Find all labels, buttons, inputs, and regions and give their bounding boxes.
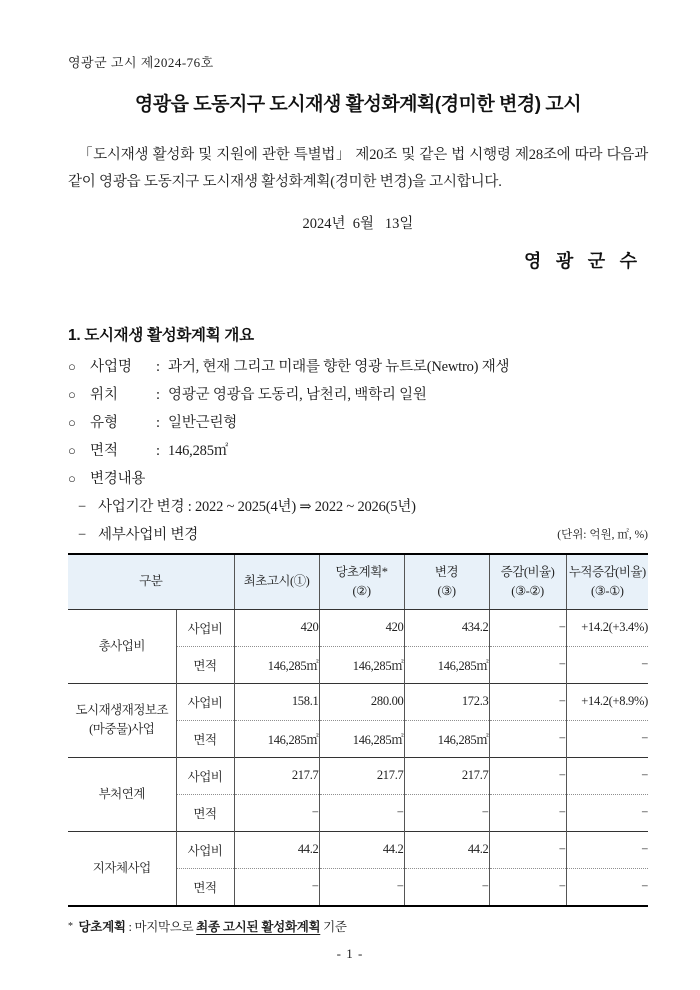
value-cell: − [489, 720, 566, 757]
value-cell: − [566, 646, 648, 683]
value-cell: 280.00 [319, 683, 404, 720]
header-line: 구분 [139, 574, 163, 589]
sub-item-budget-change [68, 521, 648, 549]
item-colon: : [156, 358, 161, 375]
circle-bullet-icon: ○ [68, 358, 76, 374]
header-line: 변경 [434, 564, 459, 579]
table-row [68, 757, 648, 794]
value-cell: − [489, 609, 566, 646]
asterisk-icon: * [68, 920, 73, 932]
value-cell: − [489, 831, 566, 868]
subrow-label-cell: 면적 [176, 720, 234, 757]
dash-bullet-icon: − [78, 498, 87, 515]
list-item-project-name [68, 353, 648, 381]
header-line: (③-①) [591, 583, 624, 598]
list-item-area [68, 437, 648, 465]
circle-bullet-icon: ○ [68, 386, 76, 402]
value-cell: − [566, 794, 648, 831]
table-row [68, 683, 648, 720]
unit-note: (단위: 억원, ㎡, %) [557, 528, 648, 541]
subrow-label-cell: 사업비 [176, 831, 234, 868]
body-paragraph: 「도시재생 활성화 및 지원에 관한 특별법」 제20조 및 같은 법 시행령 제28조에 따라 다음과 같이 영광읍 도동지구 도시재생 활성화계획(경미한 변경)을 고시합니다. [68, 147, 648, 190]
group-name-line: 총사업비 [98, 638, 145, 653]
item-label: 유형 [90, 414, 119, 431]
page-number: - 1 - [336, 946, 364, 961]
item-value: 영광군 영광읍 도동리, 남천리, 백학리 일원 [168, 386, 427, 403]
value-cell: 217.7 [319, 757, 404, 794]
item-label: 사업명 [90, 358, 133, 375]
value-cell: 146,285㎡ [404, 646, 489, 683]
circle-bullet-icon: ○ [68, 414, 76, 430]
header-line: 누적증감(비율) [568, 564, 646, 579]
list-item-changes [68, 465, 648, 493]
value-cell: − [319, 868, 404, 906]
value-cell: − [489, 794, 566, 831]
table-header-row [68, 554, 648, 610]
value-cell: − [404, 868, 489, 906]
value-cell: 172.3 [404, 683, 489, 720]
value-cell: 146,285㎡ [234, 646, 319, 683]
header-line: 당초계획* [335, 564, 388, 579]
header-line: 최초고시(①) [243, 574, 310, 589]
group-name-line: 부처연계 [98, 786, 145, 801]
item-value: 146,285㎡ [168, 442, 229, 459]
value-cell: 217.7 [234, 757, 319, 794]
item-colon: : [156, 414, 161, 431]
notice-number: 영광군 고시 제2024-76호 [68, 55, 214, 70]
value-cell: 217.7 [404, 757, 489, 794]
item-value: 일반근린형 [168, 414, 238, 431]
overview-list [68, 353, 648, 549]
value-cell: 146,285㎡ [319, 646, 404, 683]
value-cell: 44.2 [404, 831, 489, 868]
value-cell: +14.2(+3.4%) [566, 609, 648, 646]
sub-item-text: 세부사업비 변경 [98, 526, 199, 543]
group-name-cell [68, 757, 176, 831]
footnote-emphasis: 최종 고시된 활성화계획 [196, 919, 321, 934]
subrow-label-cell: 사업비 [176, 609, 234, 646]
value-cell: − [319, 794, 404, 831]
group-name-cell [68, 683, 176, 757]
header-line: (③-②) [511, 583, 544, 598]
value-cell: − [234, 794, 319, 831]
list-item-location [68, 381, 648, 409]
group-name-cell [68, 831, 176, 906]
sub-item-text: 사업기간 변경 : 2022 ~ 2025(4년) ⇒ 2022 ~ 2026(5년) [98, 498, 416, 515]
item-label: 면적 [90, 442, 119, 459]
value-cell: 146,285㎡ [404, 720, 489, 757]
value-cell: − [404, 794, 489, 831]
header-line: (②) [352, 583, 371, 598]
value-cell: − [234, 868, 319, 906]
value-cell: − [566, 720, 648, 757]
group-name-line: 지자체사업 [92, 860, 151, 875]
list-item-type [68, 409, 648, 437]
value-cell: 146,285㎡ [319, 720, 404, 757]
budget-table [68, 553, 648, 907]
header-cumulative-delta [566, 554, 648, 610]
header-changed [404, 554, 489, 610]
value-cell: +14.2(+8.9%) [566, 683, 648, 720]
item-colon: : [156, 386, 161, 403]
group-name-cell [68, 609, 176, 683]
footnote-text: 기준 [323, 919, 347, 934]
value-cell: − [489, 757, 566, 794]
value-cell: 158.1 [234, 683, 319, 720]
value-cell: − [489, 868, 566, 906]
header-line: 증감(비율) [500, 564, 555, 579]
table-row [68, 609, 648, 646]
value-cell: 434.2 [404, 609, 489, 646]
subrow-label-cell: 면적 [176, 646, 234, 683]
subrow-label-cell: 사업비 [176, 683, 234, 720]
subrow-label-cell: 사업비 [176, 757, 234, 794]
signature-county-governor: 영 광 군 수 [523, 250, 642, 271]
value-cell: − [489, 646, 566, 683]
footnote-label: 당초계획 [78, 919, 126, 934]
value-cell: − [566, 831, 648, 868]
footnote-text: : 마지막으로 [128, 919, 197, 934]
document-title: 영광읍 도동지구 도시재생 활성화계획(경미한 변경) 고시 [134, 94, 582, 115]
table-footnote [68, 917, 648, 935]
item-value: 과거, 현재 그리고 미래를 향한 영광 뉴트로(Newtro) 재생 [168, 358, 510, 375]
dash-bullet-icon: − [78, 526, 87, 543]
value-cell: − [489, 683, 566, 720]
value-cell: 44.2 [234, 831, 319, 868]
header-delta [489, 554, 566, 610]
item-label: 변경내용 [90, 470, 146, 487]
header-line: (③) [437, 583, 456, 598]
item-label: 위치 [90, 386, 119, 403]
value-cell: 420 [319, 609, 404, 646]
table-row [68, 831, 648, 868]
value-cell: 44.2 [319, 831, 404, 868]
value-cell: 420 [234, 609, 319, 646]
notice-date: 2024년 6월 13일 [302, 215, 414, 232]
subrow-label-cell: 면적 [176, 794, 234, 831]
header-category [68, 554, 234, 610]
circle-bullet-icon: ○ [68, 470, 76, 486]
sub-item-period-change [68, 493, 648, 521]
value-cell: 146,285㎡ [234, 720, 319, 757]
group-name-line: 도시재생재정보조 [75, 703, 169, 718]
section-heading: 1. 도시재생 활성화계획 개요 [68, 326, 254, 344]
header-original-plan [319, 554, 404, 610]
value-cell: − [566, 757, 648, 794]
value-cell: − [566, 868, 648, 906]
circle-bullet-icon: ○ [68, 442, 76, 458]
group-name-line: (마중물)사업 [89, 722, 155, 737]
item-colon: : [156, 442, 161, 459]
header-initial-notice [234, 554, 319, 610]
subrow-label-cell: 면적 [176, 868, 234, 906]
